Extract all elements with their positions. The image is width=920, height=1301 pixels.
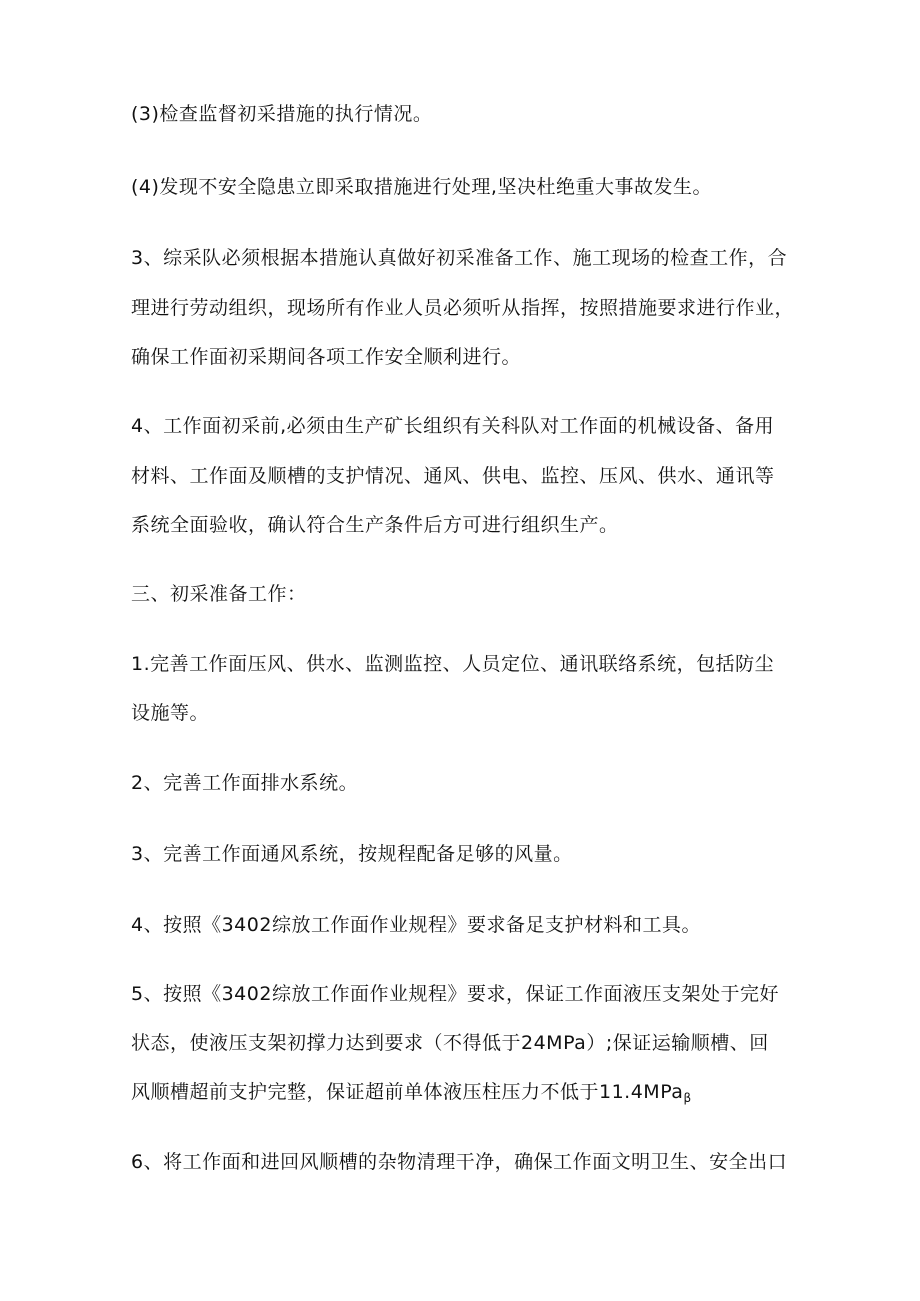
paragraph-line-text: 风顺槽超前支护完整，保证超前单体液压柱压力不低于11.4MPa (131, 1081, 684, 1103)
paragraph-line: 3、完善工作面通风系统，按规程配备足够的风量。 (131, 843, 573, 865)
paragraph-line: 6、将工作面和进回风顺槽的杂物清理干净，确保工作面文明卫生、安全出口 (131, 1151, 788, 1173)
subscript-mark: β (683, 1091, 692, 1105)
paragraph-line: 4、按照《3402综放工作面作业规程》要求备足支护材料和工具。 (131, 914, 701, 936)
paragraph-line: 系统全面验收，确认符合生产条件后方可进行组织生产。 (131, 514, 619, 536)
paragraph-line: 设施等。 (131, 702, 210, 724)
paragraph-line: (3)检查监督初采措施的执行情况。 (131, 103, 433, 125)
paragraph-line: 1.完善工作面压风、供水、监测监控、人员定位、通讯联络系统，包括防尘 (131, 653, 775, 675)
paragraph-line: 2、完善工作面排水系统。 (131, 772, 359, 794)
paragraph-line: (4)发现不安全隐患立即采取措施进行处理,坚决杜绝重大事故发生。 (131, 176, 712, 198)
section-heading: 三、初采准备工作： (131, 583, 307, 605)
paragraph-line: 5、按照《3402综放工作面作业规程》要求，保证工作面液压支架处于完好 (131, 983, 779, 1005)
paragraph-line: 状态，使液压支架初撑力达到要求（不得低于24MPa）;保证运输顺槽、回 (131, 1032, 769, 1054)
paragraph-line: 理进行劳动组织，现场所有作业人员必须听从指挥，按照措施要求进行作业， (131, 297, 795, 319)
paragraph-line: 材料、工作面及顺槽的支护情况、通风、供电、监控、压风、供水、通讯等 (131, 465, 775, 487)
paragraph-line: 3、综采队必须根据本措施认真做好初采准备工作、施工现场的检查工作，合 (131, 247, 788, 269)
paragraph-line: 确保工作面初采期间各项工作安全顺利进行。 (131, 346, 522, 368)
paragraph-line (131, 1078, 811, 1112)
paragraph-line: 4、工作面初采前,必须由生产矿长组织有关科队对工作面的机械设备、备用 (131, 415, 775, 437)
